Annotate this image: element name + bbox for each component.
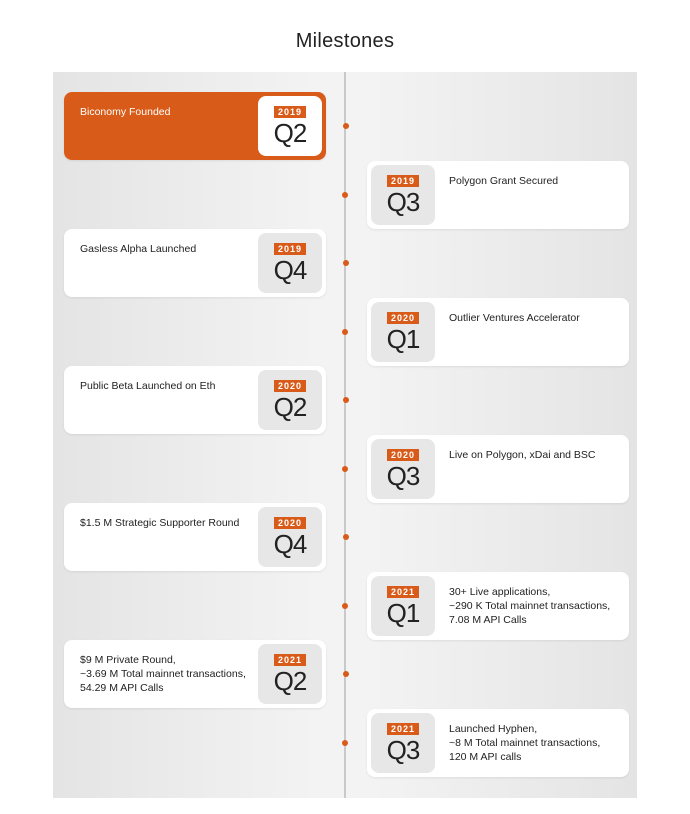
quarter-label: Q2 bbox=[273, 118, 307, 148]
date-badge bbox=[371, 713, 435, 773]
quarter-label: Q4 bbox=[273, 529, 307, 559]
milestone-text: 30+ Live applications, ~290 K Total mainnet transactions, 7.08 M API Calls bbox=[449, 586, 611, 626]
page-title: Milestones bbox=[295, 30, 395, 52]
quarter-label: Q2 bbox=[273, 392, 307, 422]
date-badge bbox=[258, 370, 322, 430]
milestone-card bbox=[64, 229, 326, 297]
date-badge bbox=[371, 165, 435, 225]
milestone-text: Live on Polygon, xDai and BSC bbox=[449, 449, 596, 461]
timeline-dot bbox=[342, 192, 348, 198]
date-badge bbox=[371, 576, 435, 636]
milestone-card bbox=[367, 298, 629, 366]
timeline-dot bbox=[343, 534, 349, 540]
quarter-label: Q2 bbox=[273, 666, 307, 696]
milestone-text: Polygon Grant Secured bbox=[449, 175, 559, 187]
timeline-dot bbox=[342, 603, 348, 609]
year-tag: 2020 bbox=[274, 380, 306, 392]
quarter-label: Q1 bbox=[386, 324, 420, 354]
milestone-text: Public Beta Launched on Eth bbox=[80, 380, 216, 392]
timeline-dot bbox=[342, 466, 348, 472]
year-tag: 2021 bbox=[387, 586, 419, 598]
milestone-card bbox=[64, 503, 326, 571]
timeline-dot bbox=[342, 329, 348, 335]
year-tag: 2019 bbox=[387, 175, 419, 187]
timeline-dot bbox=[343, 671, 349, 677]
year-tag: 2020 bbox=[387, 449, 419, 461]
quarter-label: Q4 bbox=[273, 255, 307, 285]
milestone-text: Outlier Ventures Accelerator bbox=[449, 312, 580, 324]
timeline-axis bbox=[344, 72, 346, 798]
date-badge bbox=[258, 644, 322, 704]
milestone-card bbox=[64, 92, 326, 160]
milestone-text: $1.5 M Strategic Supporter Round bbox=[80, 517, 240, 529]
quarter-label: Q3 bbox=[386, 735, 420, 765]
milestone-card bbox=[367, 435, 629, 503]
quarter-label: Q3 bbox=[386, 461, 420, 491]
milestone-text: $9 M Private Round, ~3.69 M Total mainnet transactions, 54.29 M API Calls bbox=[80, 654, 246, 694]
timeline-dot bbox=[343, 397, 349, 403]
date-badge bbox=[371, 439, 435, 499]
milestone-card bbox=[367, 572, 629, 640]
milestone-card bbox=[367, 161, 629, 229]
year-tag: 2019 bbox=[274, 106, 306, 118]
timeline-dot bbox=[343, 260, 349, 266]
year-tag: 2021 bbox=[274, 654, 306, 666]
year-tag: 2020 bbox=[387, 312, 419, 324]
date-badge bbox=[258, 233, 322, 293]
milestone-text: Gasless Alpha Launched bbox=[80, 243, 197, 255]
milestone-text: Biconomy Founded bbox=[80, 106, 171, 118]
year-tag: 2021 bbox=[387, 723, 419, 735]
milestone-card bbox=[367, 709, 629, 777]
milestone-card bbox=[64, 366, 326, 434]
quarter-label: Q1 bbox=[386, 598, 420, 628]
date-badge bbox=[258, 96, 322, 156]
year-tag: 2019 bbox=[274, 243, 306, 255]
quarter-label: Q3 bbox=[386, 187, 420, 217]
timeline-dot bbox=[343, 123, 349, 129]
timeline-dot bbox=[342, 740, 348, 746]
year-tag: 2020 bbox=[274, 517, 306, 529]
date-badge bbox=[258, 507, 322, 567]
milestone-card bbox=[64, 640, 326, 708]
date-badge bbox=[371, 302, 435, 362]
milestone-text: Launched Hyphen, ~8 M Total mainnet transactions, 120 M API calls bbox=[449, 723, 601, 763]
